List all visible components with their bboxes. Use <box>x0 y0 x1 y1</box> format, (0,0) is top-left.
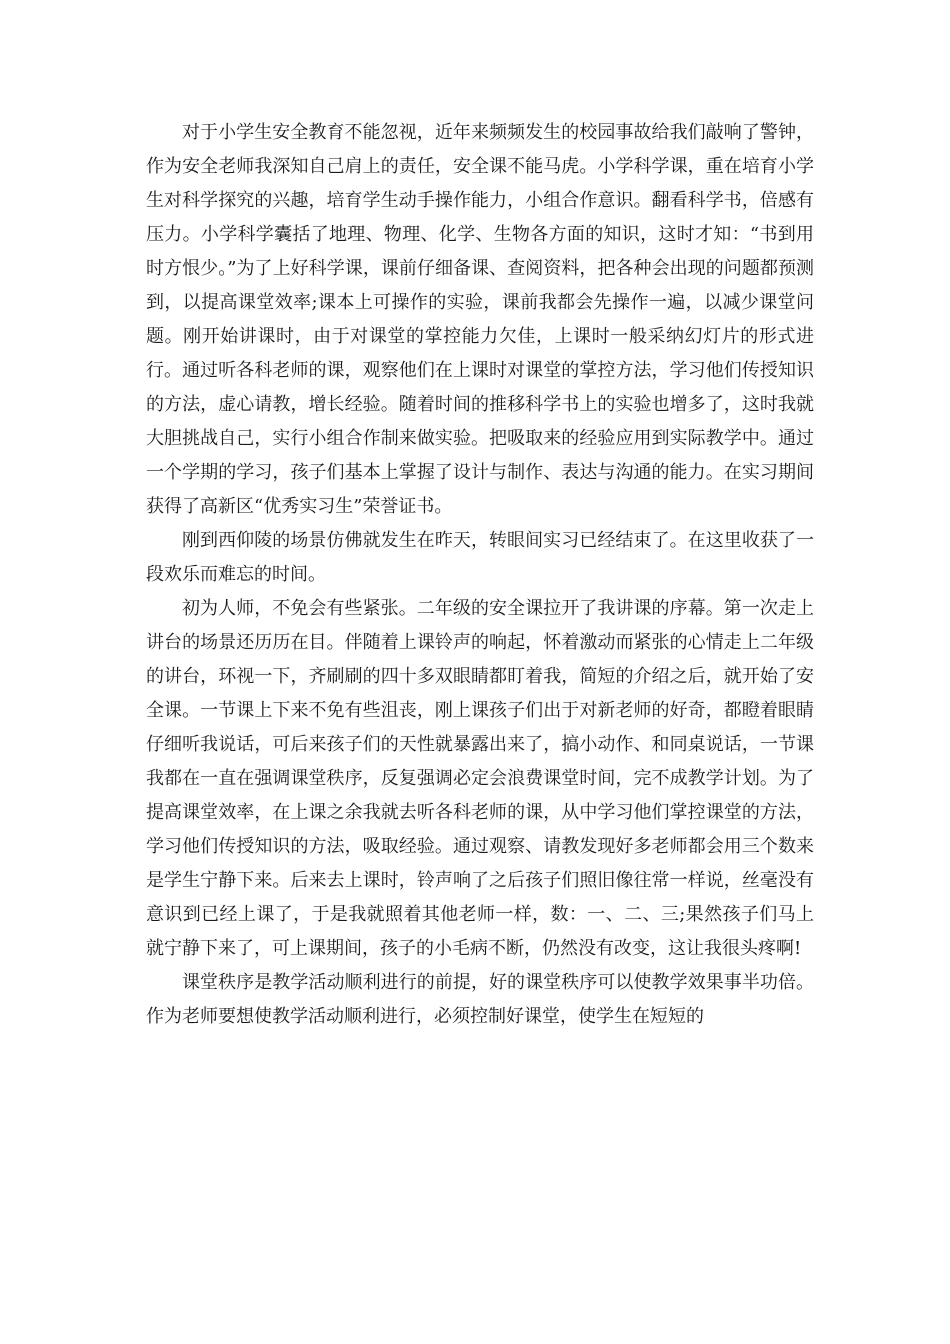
paragraph-3: 初为人师，不免会有些紧张。二年级的安全课拉开了我讲课的序幕。第一次走上讲台的场景还历历在目。伴随着上课铃声的响起，怀着激动而紧张的心情走上二年级的讲台，环视一下，齐刷刷的四十多双眼睛都盯着我，简短的介绍之后，就开始了安全课。一节课上下来不免有些沮丧，刚上课孩子们出于对新老师的好奇，都瞪着眼睛仔细听我说话，可后来孩子们的天性就暴露出来了，搞小动作、和同桌说话，一节课我都在一直在强调课堂秩序，反复强调必定会浪费课堂时间，完不成教学计划。为了提高课堂效率，在上课之余我就去听各科老师的课，从中学习他们掌控课堂的方法，学习他们传授知识的方法，吸取经验。通过观察、请教发现好多老师都会用三个数来是学生宁静下来。后来去上课时，铃声响了之后孩子们照旧像往常一样说，丝毫没有意识到已经上课了，于是我就照着其他老师一样，数：一、二、三;果然孩子们马上就宁静下来了，可上课期间，孩子的小毛病不断，仍然没有改变，这让我很头疼啊! <box>146 598 814 959</box>
document-body <box>146 116 814 1034</box>
paragraph-1: 对于小学生安全教育不能忽视，近年来频频发生的校园事故给我们敲响了警钟，作为安全老师我深知自己肩上的责任，安全课不能马虎。小学科学课，重在培育小学生对科学探究的兴趣，培育学生动手操作能力，小组合作意识。翻看科学书，倍感有压力。小学科学囊括了地理、物理、化学、生物各方面的知识，这时才知：“书到用时方恨少。”为了上好科学课，课前仔细备课、查阅资料，把各种会出现的问题都预测到，以提高课堂效率;课本上可操作的实验，课前我都会先操作一遍，以减少课堂问题。刚开始讲课时，由于对课堂的掌控能力欠佳，上课时一般采纳幻灯片的形式进行。通过听各科老师的课，观察他们在上课时对课堂的掌控方法，学习他们传授知识的方法，虚心请教，增长经验。随着时间的推移科学书上的实验也增多了，这时我就大胆挑战自己，实行小组合作制来做实验。把吸取来的经验应用到实际教学中。通过一个学期的学习，孩子们基本上掌握了设计与制作、表达与沟通的能力。在实习期间获得了高新区“优秀实习生”荣誉证书。 <box>146 122 814 517</box>
paragraph-2: 刚到西仰陵的场景仿佛就发生在昨天，转眼间实习已经结束了。在这里收获了一段欢乐而难忘的时间。 <box>146 530 814 585</box>
paragraph-4: 课堂秩序是教学活动顺利进行的前提，好的课堂秩序可以使教学效果事半功倍。作为老师要想使教学活动顺利进行，必须控制好课堂，使学生在短短的 <box>146 972 814 1027</box>
